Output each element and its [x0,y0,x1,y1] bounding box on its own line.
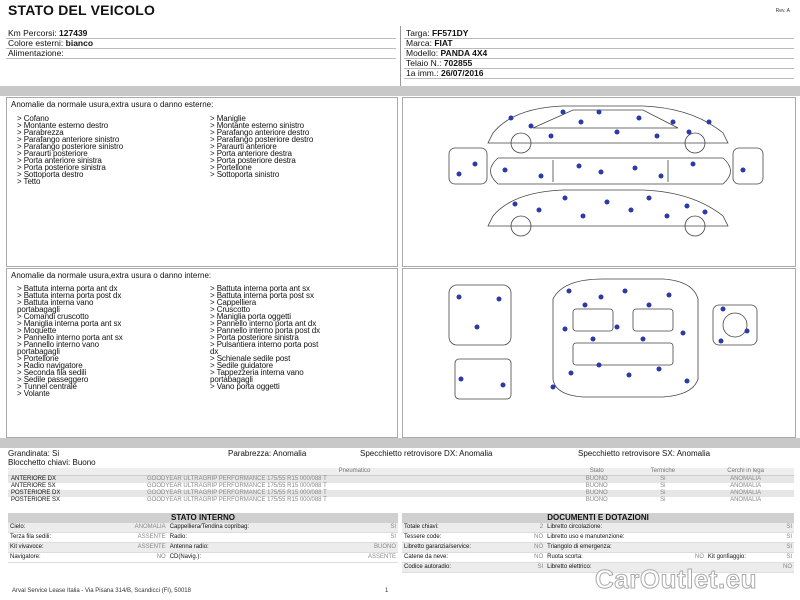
km-field: Km Percorsi: 127439 [8,28,88,38]
stato-interno-box [8,513,398,563]
tyre-header-stato: Stato [565,468,628,476]
car-exterior-diagram [403,98,795,266]
table-row: ANTERIORE SX GOODYEAR ULTRAGRIP PERFORMANCE 175/55 R15 000/088 T BUONO Si ANOMALIA [11,483,762,489]
watermark-logo: CarOutlet.eu [595,564,758,594]
table-row: Totale chiavi: 2 Libretto circolazione: SI [402,523,794,533]
external-damage-title: Anomalie da normale usura,extra usura o danno esterne: [11,100,214,109]
car-interior-diagram [403,269,795,437]
specchietto-dx-status: Specchietto retrovisore DX: Anomalia [360,449,493,458]
specchietto-sx-status: Specchietto retrovisore SX: Anomalia [578,449,711,458]
stato-interno-title: STATO INTERNO [8,513,398,523]
external-diagram-panel [402,97,796,267]
modello-field: Modello: PANDA 4X4 [406,48,488,58]
table-row: Navigatore: NO CD(Navig.): ASSENTE [8,553,398,563]
internal-damage-markers [457,289,750,390]
revision-label: Rev. A [775,8,790,14]
external-damage-list-2: > Maniglie > Montante esterno sinistro > Parafango anteriore destro > Parafango posteriore destro > Paraurti anteriore > Porta anteriore destra > Porta posteriore destra > Portellone > Sottoporta sinistro [210,114,314,179]
table-row: Catene da neve: NO Ruota scorta: NO Kit gonfiaggio: SI [402,553,794,563]
footer-company: Arval Service Lease Italia - Via Pisana 314/B, Scandicci (FI), 50018 [12,588,191,594]
external-damage-panel [6,97,398,267]
external-damage-list-1: > Cofano > Montante esterno destro > Parabrezza > Parafango anteriore sinistro > Parafango posteriore sinistro > Paraurti posteriore > Porta anteriore sinistra > Porta posteriore sinistra > Sottoporta destro > Tetto [17,114,124,186]
table-row: POSTERIORE SX GOODYEAR ULTRAGRIP PERFORMANCE 175/55 R15 000/088 T BUONO Si ANOMALIA [11,497,762,503]
documenti-title: DOCUMENTI E DOTAZIONI [402,513,794,523]
colore-field: Colore esterni: bianco [8,38,94,48]
table-row: Tessere code: NO Libretto uso e manutenzione: SI [402,533,794,543]
table-row: ANTERIORE DX GOODYEAR ULTRAGRIP PERFORMANCE 175/55 R15 000/088 T BUONO Si ANOMALIA [8,476,794,484]
table-row: Cielo: ANOMALIA Cappelliera/Tendina copribag: SI [8,523,398,533]
header-divider [400,26,401,88]
parabrezza-status: Parabrezza: Anomalia [228,449,307,458]
table-row: POSTERIORE DX GOODYEAR ULTRAGRIP PERFORMANCE 175/55 R15 000/088 T BUONO Si ANOMALIA [8,490,794,497]
telaio-field: Telaio N.: 702855 [406,58,473,68]
page-title: STATO DEL VEICOLO [8,2,156,18]
internal-damage-list-1: > Battuta interna porta ant dx > Battuta interna porta post dx > Battuta interna vano portabagagli > Comandi cruscotto > Maniglia interna porta ant sx > Moquette > Pannello interno porta ant sx > Pannello interno vano portabagagli > Portellone > Radio navigatore > Seconda fila sedili > Sedile passeggero > Tunnel centrale > Volante [17,284,123,398]
tyre-header-pneumatico: Pneumatico [144,468,565,476]
tyre-table [8,468,794,504]
internal-damage-title: Anomalie da normale usura,extra usura o danno interne: [11,271,212,280]
tyre-header-cerchi: Cerchi in lega [697,468,794,476]
immatricolazione-field: 1a imm.: 26/07/2016 [406,68,484,78]
table-row: Codice autoradio: SI Libretto elettrico: NO [402,563,794,573]
table-row: Terza fila sedili: ASSENTE Radio: SI [8,533,398,543]
footer-page: 1 [385,588,389,594]
table-row: Libretto garanzia/service: NO Triangolo di emergenza: SI [402,543,794,553]
blocchetto-status: Blocchetto chiavi: Buono [8,458,96,467]
marca-field: Marca: FIAT [406,38,453,48]
alimentazione-field: Alimentazione: [8,48,64,58]
internal-damage-list-2: > Battuta interna porta ant sx > Battuta interna porta post sx > Cappelliera > Cruscotto > Maniglia porta oggetti > Pannello interno porta ant dx > Pannello interno porta post dx > Porta posteriore sinistra > Pulsantiera interno porta post dx > Schienale sedile post > Sedile guidatore > Tappezzeria interna vano portabagagli > Vano porta oggetti [210,284,320,391]
section-bar-2 [0,438,800,448]
internal-diagram-panel [402,268,796,438]
internal-damage-panel [6,268,398,438]
section-bar [0,86,800,96]
table-row: Kit vivavoce: ASSENTE Antenna radio: BUONO [8,543,398,553]
grandinata-status: Grandinata: Si [8,449,60,458]
tyre-header-termiche: Termiche [628,468,697,476]
targa-field: Targa: FF571DY [406,28,469,38]
